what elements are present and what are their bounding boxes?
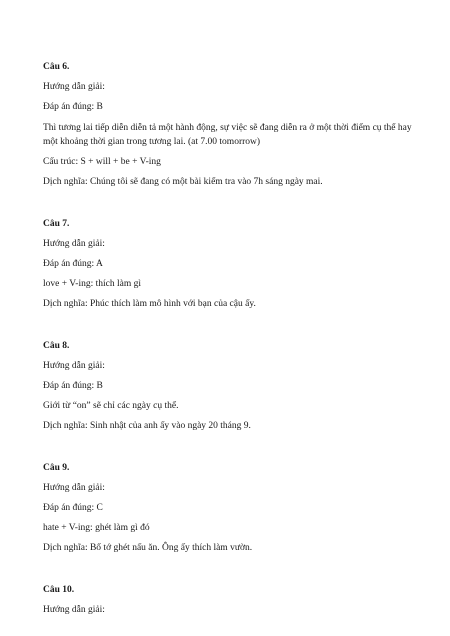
solution-heading: Hướng dẫn giải: bbox=[43, 361, 105, 371]
solution-heading: Hướng dẫn giải: bbox=[43, 82, 105, 92]
explanation-line: Giới từ “on” sẽ chỉ các ngày cụ thể. bbox=[43, 401, 179, 411]
answer-line: Đáp án đúng: B bbox=[43, 381, 103, 391]
question-title: Câu 10. bbox=[43, 585, 75, 595]
question-9 bbox=[43, 462, 420, 554]
solution-heading: Hướng dẫn giải: bbox=[43, 483, 105, 493]
translation-line: Dịch nghĩa: Phúc thích làm mô hình với bạn của cậu ấy. bbox=[43, 299, 256, 309]
question-title: Câu 7. bbox=[43, 219, 70, 229]
answer-line: Đáp án đúng: C bbox=[43, 503, 103, 513]
translation-line: Dịch nghĩa: Bố tớ ghét nấu ăn. Ông ấy thích làm vườn. bbox=[43, 543, 253, 553]
explanation-line: hate + V-ing: ghét làm gì đó bbox=[43, 523, 150, 533]
answer-line: Đáp án đúng: A bbox=[43, 259, 103, 269]
structure-line: Cấu trúc: S + will + be + V-ing bbox=[43, 157, 161, 167]
explanation-line: love + V-ing: thích làm gì bbox=[43, 279, 141, 289]
translation-line: Dịch nghĩa: Chúng tôi sẽ đang có một bài kiểm tra vào 7h sáng ngày mai. bbox=[43, 177, 323, 187]
question-title: Câu 6. bbox=[43, 62, 70, 72]
question-title: Câu 9. bbox=[43, 463, 70, 473]
question-10 bbox=[43, 584, 420, 616]
question-title: Câu 8. bbox=[43, 341, 70, 351]
question-6 bbox=[43, 61, 420, 188]
explanation-line: Thì tương lai tiếp diễn diễn tả một hành động, sự việc sẽ đang diễn ra ở một thời điểm cụ thể hay một khoảng thời gian trong tương lai. (at 7.00 tomorrow) bbox=[43, 123, 412, 147]
question-7 bbox=[43, 218, 420, 310]
solution-heading: Hướng dẫn giải: bbox=[43, 605, 105, 615]
answer-line: Đáp án đúng: B bbox=[43, 102, 103, 112]
question-8 bbox=[43, 340, 420, 432]
translation-line: Dịch nghĩa: Sinh nhật của anh ấy vào ngày 20 tháng 9. bbox=[43, 421, 251, 431]
solution-heading: Hướng dẫn giải: bbox=[43, 239, 105, 249]
